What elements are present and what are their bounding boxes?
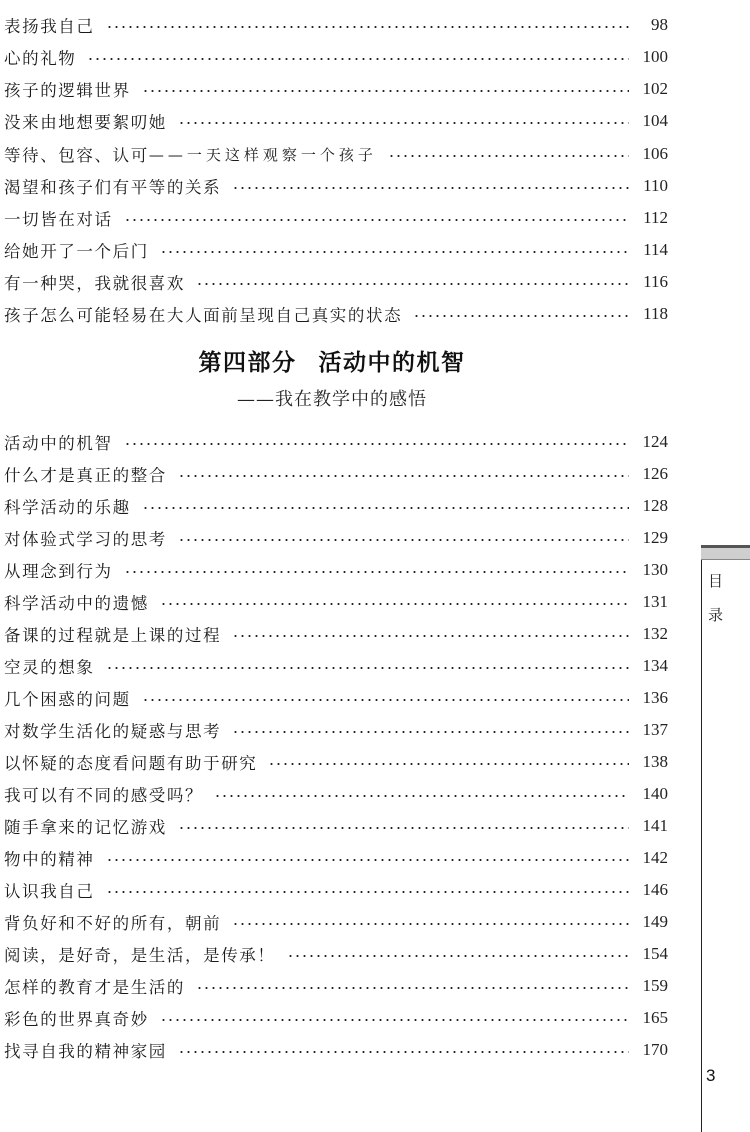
- toc-entry-page: 165: [642, 1008, 668, 1027]
- dot-leader: [178, 1051, 629, 1053]
- toc-entry-page: 149: [642, 912, 668, 931]
- dot-leader: [287, 955, 630, 957]
- toc-entry[interactable]: [4, 462, 668, 486]
- toc-entry-title: 备课的过程就是上课的过程: [4, 626, 222, 645]
- side-tab-label-top: 目: [708, 572, 724, 590]
- toc-entry-title: 孩子的逻辑世界: [4, 81, 131, 100]
- toc-entry-title: 随手拿来的记忆游戏: [4, 818, 167, 837]
- toc-entry-title: 背负好和不好的所有，朝前: [4, 914, 222, 933]
- toc-entry[interactable]: [4, 174, 668, 198]
- toc-entry-page: 126: [642, 464, 668, 483]
- toc-entry-page: 114: [643, 240, 668, 259]
- toc-entry-title: 对体验式学习的思考: [4, 530, 167, 549]
- dot-leader: [268, 763, 629, 765]
- toc-entry-page: 137: [642, 720, 668, 739]
- dot-leader: [232, 923, 629, 925]
- dot-leader: [106, 667, 630, 669]
- toc-entry-page: 118: [643, 304, 668, 323]
- dot-leader: [160, 251, 629, 253]
- toc-entry-page: 110: [643, 176, 668, 195]
- toc-entry-title: 彩色的世界真奇妙: [4, 1010, 149, 1029]
- toc-entry[interactable]: [4, 1038, 668, 1062]
- part-heading: [0, 344, 664, 377]
- toc-entry[interactable]: [4, 878, 668, 902]
- toc-entry-title: 给她开了一个后门: [4, 242, 149, 261]
- toc-entry[interactable]: [4, 526, 668, 550]
- toc-entry-page: 130: [642, 560, 668, 579]
- toc-entry[interactable]: [4, 45, 668, 69]
- toc-entry-page: 104: [642, 111, 668, 130]
- toc-entry-title: 几个困惑的问题: [4, 690, 131, 709]
- toc-entry-page: 100: [642, 47, 668, 66]
- dot-leader: [87, 58, 629, 60]
- part-title: 活动中的机智: [318, 349, 466, 376]
- toc-entry[interactable]: [4, 142, 668, 166]
- dot-leader: [106, 859, 630, 861]
- toc-entry[interactable]: [4, 942, 668, 966]
- dot-leader: [160, 603, 629, 605]
- toc-entry[interactable]: [4, 750, 668, 774]
- toc-entry[interactable]: [4, 974, 668, 998]
- toc-entry-page: 134: [642, 656, 668, 675]
- toc-entry[interactable]: [4, 1006, 668, 1030]
- toc-entry-page: 141: [642, 816, 668, 835]
- toc-entry-title: 没来由地想要絮叨她: [4, 113, 167, 132]
- toc-entry-page: 112: [643, 208, 668, 227]
- side-tab-divider: [701, 559, 750, 560]
- dot-leader: [142, 90, 629, 92]
- toc-entry[interactable]: [4, 109, 668, 133]
- dot-leader: [232, 731, 629, 733]
- dot-leader: [214, 795, 629, 797]
- toc-entry-page: 98: [651, 15, 668, 34]
- dot-leader: [232, 635, 629, 637]
- toc-entry[interactable]: [4, 206, 668, 230]
- toc-entry-title: 等待、包容、认可: [4, 146, 149, 165]
- part-number: 第四部分: [198, 349, 297, 376]
- toc-entry[interactable]: [4, 302, 668, 326]
- toc-entry[interactable]: [4, 13, 668, 37]
- dot-leader: [142, 699, 629, 701]
- toc-entry-page: 102: [642, 79, 668, 98]
- toc-entry-page: 106: [642, 144, 668, 163]
- part-subtitle: ——我在教学中的感悟: [237, 389, 427, 410]
- toc-entry-title: 怎样的教育才是生活的: [4, 978, 185, 997]
- toc-entry[interactable]: [4, 238, 668, 262]
- toc-entry[interactable]: [4, 686, 668, 710]
- toc-entry-page: 146: [642, 880, 668, 899]
- dot-leader: [160, 1019, 629, 1021]
- page-number: 3: [706, 1066, 716, 1085]
- toc-entry-title: 心的礼物: [4, 49, 77, 68]
- side-tab-band: [701, 548, 750, 559]
- margin-rule: [701, 545, 702, 1132]
- dot-leader: [232, 187, 629, 189]
- toc-entry-title: 物中的精神: [4, 850, 95, 869]
- dot-leader: [124, 443, 629, 445]
- toc-entry[interactable]: [4, 270, 668, 294]
- toc-entry-page: 170: [642, 1040, 668, 1059]
- dot-leader: [413, 315, 629, 317]
- toc-entry-title: 活动中的机智: [4, 434, 113, 453]
- toc-entry[interactable]: [4, 814, 668, 838]
- dot-leader: [142, 507, 629, 509]
- toc-entry-page: 128: [642, 496, 668, 515]
- toc-entry[interactable]: [4, 718, 668, 742]
- toc-entry-page: 131: [642, 592, 668, 611]
- dot-leader: [196, 283, 629, 285]
- toc-entry-title: 对数学生活化的疑惑与思考: [4, 722, 222, 741]
- toc-entry-page: 116: [643, 272, 668, 291]
- toc-entry[interactable]: [4, 77, 668, 101]
- dot-leader: [178, 475, 629, 477]
- dot-leader: [106, 891, 630, 893]
- dot-leader: [178, 827, 629, 829]
- toc-entry-title: 科学活动中的遗憾: [4, 594, 149, 613]
- toc-entry-title: 阅读，是好奇，是生活，是传承！: [4, 946, 276, 965]
- toc-entry-page: 154: [642, 944, 668, 963]
- toc-entry-subtitle: ——一天这样观察一个孩子: [148, 145, 377, 164]
- toc-entry-title: 渴望和孩子们有平等的关系: [4, 178, 222, 197]
- toc-entry-title: 空灵的想象: [4, 658, 95, 677]
- toc-entry[interactable]: [4, 782, 668, 806]
- toc-entry-page: 129: [642, 528, 668, 547]
- toc-entry-page: 159: [642, 976, 668, 995]
- dot-leader: [106, 26, 630, 28]
- toc-entry[interactable]: [4, 654, 668, 678]
- dot-leader: [124, 571, 629, 573]
- toc-entry[interactable]: [4, 910, 668, 934]
- toc-entry[interactable]: [4, 494, 668, 518]
- toc-entry-title: 我可以有不同的感受吗？: [4, 786, 204, 805]
- toc-entry-title: 科学活动的乐趣: [4, 498, 131, 517]
- toc-entry-title: 孩子怎么可能轻易在大人面前呈现自己真实的状态: [4, 306, 403, 325]
- toc-entry-page: 140: [642, 784, 668, 803]
- toc-entry-page: 124: [642, 432, 668, 451]
- dot-leader: [178, 539, 629, 541]
- toc-entry-title: 有一种哭，我就很喜欢: [4, 274, 185, 293]
- toc-entry-page: 138: [642, 752, 668, 771]
- toc-entry-title: 一切皆在对话: [4, 210, 113, 229]
- toc-entry-page: 132: [642, 624, 668, 643]
- dot-leader: [388, 155, 629, 157]
- toc-entry[interactable]: [4, 558, 668, 582]
- toc-entry-title: 什么才是真正的整合: [4, 466, 167, 485]
- toc-entry-page: 136: [642, 688, 668, 707]
- toc-entry-title: 从理念到行为: [4, 562, 113, 581]
- toc-entry-page: 142: [642, 848, 668, 867]
- toc-entry-title: 认识我自己: [4, 882, 95, 901]
- toc-entry[interactable]: [4, 590, 668, 614]
- dot-leader: [196, 987, 629, 989]
- toc-entry-title: 找寻自我的精神家园: [4, 1042, 167, 1061]
- toc-entry[interactable]: [4, 846, 668, 870]
- dot-leader: [178, 122, 629, 124]
- toc-entry[interactable]: [4, 430, 668, 454]
- dot-leader: [124, 219, 629, 221]
- toc-entry-title: 表扬我自己: [4, 17, 95, 36]
- side-tab-label-bottom: 录: [708, 606, 724, 624]
- toc-entry-title: 以怀疑的态度看问题有助于研究: [4, 754, 258, 773]
- toc-entry[interactable]: [4, 622, 668, 646]
